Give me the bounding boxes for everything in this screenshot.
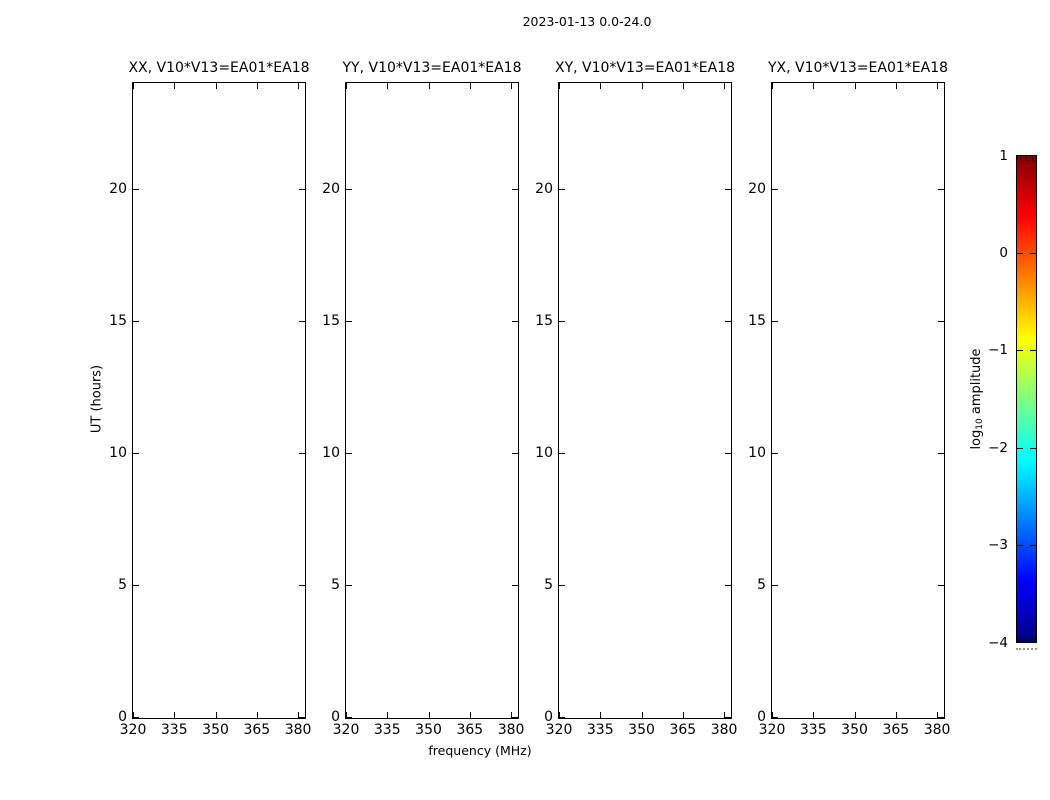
y-tick	[346, 189, 352, 190]
y-tick-label: 15	[535, 312, 553, 329]
x-tick-label: 365	[243, 722, 271, 738]
x-tick-label: 380	[923, 722, 951, 738]
plot-area	[132, 82, 306, 719]
colorbar-tick	[1030, 545, 1036, 546]
x-tick	[855, 83, 856, 89]
colorbar-tick-label: −2	[988, 439, 1008, 456]
x-tick	[813, 712, 814, 718]
x-tick	[133, 83, 134, 89]
x-tick	[600, 712, 601, 718]
x-tick	[429, 83, 430, 89]
y-tick	[346, 717, 352, 718]
y-tick-label: 10	[109, 444, 127, 461]
x-tick-label: 365	[669, 722, 697, 738]
colorbar-label-rest: amplitude	[969, 348, 984, 419]
colorbar-dotted-edge	[1016, 648, 1037, 650]
x-tick-label: 365	[882, 722, 910, 738]
y-tick	[559, 321, 565, 322]
y-tick	[346, 321, 352, 322]
y-tick	[938, 321, 944, 322]
y-axis-label: UT (hours)	[89, 364, 105, 434]
y-tick-label: 0	[757, 709, 766, 725]
y-tick-label: 20	[748, 180, 766, 197]
y-tick	[133, 321, 139, 322]
y-tick-label: 20	[535, 180, 553, 197]
x-tick-label: 335	[160, 722, 188, 738]
y-tick	[772, 585, 778, 586]
y-tick	[938, 189, 944, 190]
y-tick-label: 5	[544, 576, 553, 593]
y-tick-label: 10	[748, 444, 766, 461]
panel-title: XX, V10*V13=EA01*EA18	[128, 60, 310, 76]
x-tick-label: 320	[332, 722, 360, 738]
x-tick-label: 335	[373, 722, 401, 738]
y-tick	[772, 453, 778, 454]
y-tick	[938, 585, 944, 586]
y-tick-label: 20	[109, 180, 127, 197]
x-tick	[470, 712, 471, 718]
y-tick	[346, 453, 352, 454]
y-tick-label: 15	[748, 312, 766, 329]
x-tick	[216, 83, 217, 89]
y-tick-label: 10	[535, 444, 553, 461]
colorbar-tick-label: −4	[988, 634, 1008, 651]
x-tick	[298, 83, 299, 89]
y-tick-label: 5	[331, 576, 340, 593]
x-tick	[896, 83, 897, 89]
x-tick	[724, 83, 725, 89]
y-tick	[133, 717, 139, 718]
colorbar-tick	[1030, 350, 1036, 351]
colorbar-tick	[1017, 448, 1023, 449]
x-tick	[813, 83, 814, 89]
x-tick-label: 350	[841, 722, 868, 738]
x-tick	[559, 83, 560, 89]
y-tick	[559, 189, 565, 190]
plot-area	[771, 82, 945, 719]
y-tick-label: 20	[322, 180, 340, 197]
y-tick-label: 0	[331, 709, 340, 725]
x-tick-label: 350	[202, 722, 229, 738]
x-tick	[387, 83, 388, 89]
y-tick-label: 0	[544, 709, 553, 725]
y-tick-label: 0	[118, 709, 127, 725]
y-tick	[938, 717, 944, 718]
y-tick	[559, 717, 565, 718]
x-tick	[346, 83, 347, 89]
y-tick	[772, 321, 778, 322]
colorbar-tick-label: 1	[999, 147, 1008, 164]
y-tick	[133, 189, 139, 190]
x-tick	[174, 83, 175, 89]
x-tick	[937, 83, 938, 89]
colorbar-hatch-bottom	[1017, 637, 1036, 642]
x-tick-label: 335	[799, 722, 827, 738]
y-tick	[559, 453, 565, 454]
x-axis-label: frequency (MHz)	[428, 743, 532, 758]
x-tick	[896, 712, 897, 718]
panel-title: YY, V10*V13=EA01*EA18	[342, 60, 522, 76]
y-tick	[133, 453, 139, 454]
y-tick	[772, 717, 778, 718]
x-tick	[855, 712, 856, 718]
x-tick	[257, 712, 258, 718]
x-tick-label: 365	[456, 722, 484, 738]
panel-title: YX, V10*V13=EA01*EA18	[767, 60, 949, 76]
x-tick	[683, 83, 684, 89]
x-tick	[772, 83, 773, 89]
plot-area	[558, 82, 732, 719]
colorbar-tick-label: −3	[988, 537, 1008, 554]
colorbar-tick	[1030, 253, 1036, 254]
x-tick	[174, 712, 175, 718]
x-tick-label: 350	[628, 722, 655, 738]
colorbar-tick-label: −1	[988, 342, 1008, 359]
colorbar-tick	[1017, 350, 1023, 351]
colorbar-label-base: log	[969, 429, 984, 450]
x-tick-label: 320	[545, 722, 573, 738]
y-tick	[772, 189, 778, 190]
colorbar-tick	[1030, 448, 1036, 449]
figure-title: 2023-01-13 0.0-24.0	[522, 14, 652, 29]
y-tick	[938, 453, 944, 454]
x-tick	[600, 83, 601, 89]
y-tick-label: 5	[118, 576, 127, 593]
x-tick-label: 380	[497, 722, 525, 738]
y-tick-label: 5	[757, 576, 766, 593]
x-tick	[511, 83, 512, 89]
colorbar-tick	[1017, 545, 1023, 546]
colorbar-label-sub: 10	[975, 418, 985, 430]
x-tick	[429, 712, 430, 718]
plot-area	[345, 82, 519, 719]
y-tick-label: 15	[322, 312, 340, 329]
x-tick-label: 320	[758, 722, 786, 738]
y-tick	[133, 585, 139, 586]
y-tick	[346, 585, 352, 586]
x-tick	[683, 712, 684, 718]
x-tick	[642, 712, 643, 718]
x-tick	[642, 83, 643, 89]
x-tick-label: 320	[119, 722, 147, 738]
x-tick	[470, 83, 471, 89]
x-tick	[387, 712, 388, 718]
x-tick-label: 350	[415, 722, 442, 738]
x-tick-label: 335	[586, 722, 614, 738]
y-tick-label: 15	[109, 312, 127, 329]
y-tick	[559, 585, 565, 586]
x-tick-label: 380	[710, 722, 738, 738]
colorbar-label	[969, 348, 985, 449]
colorbar-tick	[1017, 253, 1023, 254]
colorbar-tick-label: 0	[999, 244, 1008, 261]
y-tick-label: 10	[322, 444, 340, 461]
x-tick	[257, 83, 258, 89]
x-tick	[216, 712, 217, 718]
x-tick-label: 380	[284, 722, 312, 738]
colorbar-hatch-top	[1017, 156, 1036, 161]
colorbar-gradient	[1016, 155, 1037, 643]
panel-title: XY, V10*V13=EA01*EA18	[554, 60, 736, 76]
